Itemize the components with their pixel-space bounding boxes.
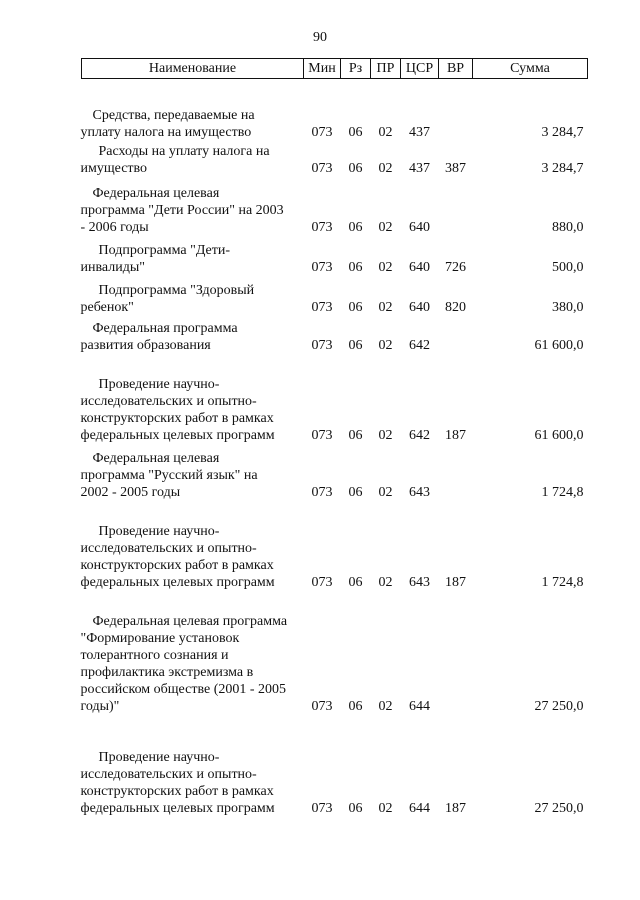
row-sum: 27 250,0 — [534, 699, 584, 714]
row-min: 073 — [311, 485, 333, 500]
row-min: 073 — [311, 161, 333, 176]
row-pr: 02 — [378, 338, 393, 353]
row-rz: 06 — [348, 485, 363, 500]
table-row — [82, 276, 588, 316]
table-row — [82, 444, 588, 501]
row-csr: 437 — [409, 125, 430, 140]
table-row — [82, 354, 588, 444]
row-vr — [439, 177, 473, 236]
row-csr: 642 — [409, 338, 430, 353]
row-sum: 61 600,0 — [534, 428, 584, 443]
row-pr: 02 — [378, 220, 393, 235]
table-header-row — [82, 59, 588, 79]
row-vr: 820 — [445, 300, 466, 315]
header-name: Наименование — [82, 59, 304, 79]
table-row — [82, 591, 588, 715]
row-csr: 644 — [409, 699, 430, 714]
row-pr: 02 — [378, 428, 393, 443]
row-name: Средства, передаваемые на уплату налога на имущество — [80, 108, 255, 140]
row-vr: 387 — [445, 161, 466, 176]
row-min: 073 — [311, 220, 333, 235]
row-pr: 02 — [378, 300, 393, 315]
row-pr: 02 — [378, 485, 393, 500]
row-min: 073 — [311, 338, 333, 353]
row-pr: 02 — [378, 161, 393, 176]
header-csr: ЦСР — [401, 59, 439, 79]
row-min: 073 — [311, 125, 333, 140]
row-pr: 02 — [378, 699, 393, 714]
table-body — [82, 79, 588, 818]
row-rz: 06 — [348, 801, 363, 816]
row-sum: 61 600,0 — [534, 338, 584, 353]
table-row — [82, 316, 588, 354]
row-sum: 3 284,7 — [541, 161, 584, 176]
row-pr: 02 — [378, 801, 393, 816]
page-number: 90 — [313, 30, 327, 45]
table-row — [82, 715, 588, 817]
row-name: Проведение научно-исследовательских и опытно-конструкторских работ в рамках федеральных целевых программ — [80, 524, 275, 590]
header-pr: ПР — [371, 59, 401, 79]
row-rz: 06 — [348, 699, 363, 714]
row-sum: 3 284,7 — [541, 125, 584, 140]
row-vr — [439, 316, 473, 354]
row-sum: 1 724,8 — [541, 485, 584, 500]
row-rz: 06 — [348, 428, 363, 443]
row-vr: 187 — [445, 801, 466, 816]
row-min: 073 — [311, 428, 333, 443]
table-row — [82, 79, 588, 142]
row-min: 073 — [311, 575, 333, 590]
row-csr: 643 — [409, 575, 430, 590]
row-min: 073 — [311, 801, 333, 816]
row-min: 073 — [311, 300, 333, 315]
row-pr: 02 — [378, 575, 393, 590]
row-min: 073 — [311, 260, 333, 275]
header-sum: Сумма — [473, 59, 588, 79]
header-rz: Рз — [341, 59, 371, 79]
row-name: Федеральная целевая программа "Формирование установок толерантного сознания и профилактика экстремизма в российском обществе (2001 - 2005 годы)" — [80, 614, 288, 714]
row-csr: 640 — [409, 300, 430, 315]
row-rz: 06 — [348, 125, 363, 140]
row-name: Расходы на уплату налога на имущество — [80, 144, 270, 176]
row-vr — [439, 444, 473, 501]
table-row — [82, 501, 588, 591]
row-rz: 06 — [348, 260, 363, 275]
row-csr: 640 — [409, 220, 430, 235]
row-vr: 187 — [445, 428, 466, 443]
row-csr: 643 — [409, 485, 430, 500]
row-pr: 02 — [378, 260, 393, 275]
row-name: Подпрограмма "Здоровый ребенок" — [80, 283, 255, 315]
row-vr — [439, 79, 473, 142]
header-min: Мин — [304, 59, 341, 79]
row-sum: 880,0 — [552, 220, 584, 235]
row-pr: 02 — [378, 125, 393, 140]
table-row — [82, 236, 588, 276]
row-vr — [439, 591, 473, 715]
row-rz: 06 — [348, 300, 363, 315]
header-vr: ВР — [439, 59, 473, 79]
row-sum: 1 724,8 — [541, 575, 584, 590]
table-row — [82, 177, 588, 236]
row-vr: 726 — [445, 260, 466, 275]
row-csr: 437 — [409, 161, 430, 176]
row-rz: 06 — [348, 575, 363, 590]
table-row — [82, 141, 588, 177]
row-csr: 642 — [409, 428, 430, 443]
row-vr: 187 — [445, 575, 466, 590]
row-sum: 500,0 — [552, 260, 584, 275]
row-name: Подпрограмма "Дети-инвалиды" — [80, 243, 231, 275]
row-name: Федеральная целевая программа "Дети России" на 2003 - 2006 годы — [80, 186, 284, 235]
row-rz: 06 — [348, 220, 363, 235]
row-sum: 380,0 — [552, 300, 584, 315]
budget-table — [81, 58, 588, 817]
row-name: Проведение научно-исследовательских и опытно-конструкторских работ в рамках федеральных целевых программ — [80, 750, 275, 816]
row-rz: 06 — [348, 338, 363, 353]
row-csr: 640 — [409, 260, 430, 275]
row-rz: 06 — [348, 161, 363, 176]
row-sum: 27 250,0 — [534, 801, 584, 816]
row-name: Проведение научно-исследовательских и опытно-конструкторских работ в рамках федеральных целевых программ — [80, 377, 275, 443]
row-csr: 644 — [409, 801, 430, 816]
row-min: 073 — [311, 699, 333, 714]
row-name: Федеральная программа развития образования — [80, 321, 238, 353]
row-name: Федеральная целевая программа "Русский язык" на 2002 - 2005 годы — [80, 451, 258, 500]
